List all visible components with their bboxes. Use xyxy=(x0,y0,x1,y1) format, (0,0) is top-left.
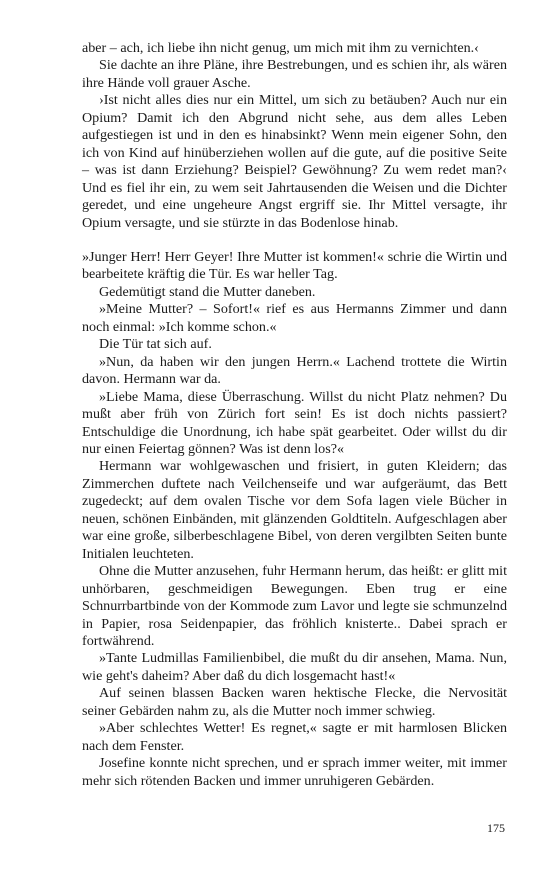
paragraph: ›Ist nicht alles dies nur ein Mittel, um sich zu betäuben? Auch nur ein Opium? Damit ich den Abgrund nicht sehe, aus dem alles Leben aufgestiegen ist und in den es hinabsinkt? Wenn mein eigener Sohn, den ich von Kind auf hinüberziehen wollen auf die gute, auf die positive Seite – was ist dann Erziehung? Beispiel? Gewöhnung? Zu wem redet man?‹ Und es fiel ihr ein, zu wem seit Jahrtausenden die Weisen und die Dichter geredet, und eine ungeheure Angst ergriff sie. Ihr Mittel versagte, ihr Opium versagte, und sie stürzte in das Bodenlose hinab. xyxy=(82,92,507,231)
paragraph: Hermann war wohlgewaschen und frisiert, in guten Kleidern; das Zimmerchen duftete nach Veilchenseife und war aufgeräumt, das Bett zugedeckt; auf dem ovalen Tische vor dem Sofa lagen viele Bücher in neuen, schönen Einbänden, mit glänzenden Goldtiteln. Aufgeschlagen aber war eine große, silberbeschlagene Bibel, von deren vergilbten Seiten bunte Initialen leuchteten. xyxy=(82,458,507,562)
paragraph: »Nun, da haben wir den jungen Herrn.« Lachend trottete die Wirtin davon. Hermann war da. xyxy=(82,353,507,388)
paragraph: Gedemütigt stand die Mutter daneben. xyxy=(99,283,316,300)
section-break xyxy=(82,232,507,249)
paragraph: »Aber schlechtes Wetter! Es regnet,« sagte er mit harmlosen Blicken nach dem Fenster. xyxy=(82,720,507,754)
page-number: 175 xyxy=(487,821,505,835)
paragraph: »Tante Ludmillas Familienbibel, die mußt du dir ansehen, Mama. Nun, wie geht's daheim? Aber daß du dich losgemacht hast!« xyxy=(82,650,507,684)
paragraph: Sie dachte an ihre Pläne, ihre Bestrebungen, und es schien ihr, als wären ihre Hände voll grauer Asche. xyxy=(82,57,507,91)
paragraph: Auf seinen blassen Backen waren hektische Flecke, die Nervosität seiner Gebärden nahm zu, als die Mutter noch immer schwieg. xyxy=(82,685,507,719)
paragraph: »Junger Herr! Herr Geyer! Ihre Mutter ist kommen!« schrie die Wirtin und bearbeitete kräftig die Tür. Es war heller Tag. xyxy=(82,248,507,283)
paragraph: Die Tür tat sich auf. xyxy=(99,336,212,353)
paragraph: Ohne die Mutter anzusehen, fuhr Hermann herum, das heißt: er glitt mit unhörbaren, geschmeidigen Bewegungen. Eben trug er eine Schnurrbartbinde von der Kommode zum Lavor und legte sie schmunzelnd in Papier, rosa Seidenpapier, das fröhlich knisterte.. Dabei sprach er fortwährend. xyxy=(82,563,507,649)
paragraph: »Liebe Mama, diese Überraschung. Willst du nicht Platz nehmen? Du mußt aber früh von Zürich fort sein! Es ist doch nichts passiert? Entschuldige die Unordnung, ich habe spät gearbeitet. Oder willst du dir nur einen Feiertag gönnen? Was ist denn los?« xyxy=(82,388,507,457)
book-page xyxy=(82,40,507,790)
paragraph: Josefine konnte nicht sprechen, und er sprach immer weiter, mit immer mehr sich rötenden Backen und immer unruhigeren Gebärden. xyxy=(82,755,507,789)
paragraph: aber – ach, ich liebe ihn nicht genug, um mich mit ihm zu vernichten.‹ xyxy=(82,40,479,56)
paragraph: »Meine Mutter? – Sofort!« rief es aus Hermanns Zimmer und dann noch einmal: »Ich komme schon.« xyxy=(82,301,507,335)
